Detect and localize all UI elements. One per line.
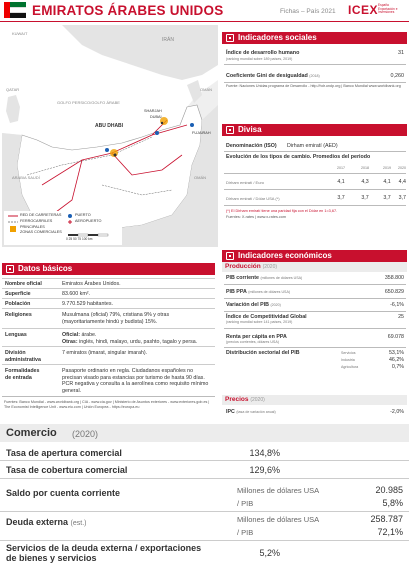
gdp-value: 358.800 <box>384 275 404 281</box>
basic-row-value: Pasaporte ordinario en regla. Ciudadanos españoles no precisan visado para estancias por turismo de hasta 90 días. PCR negativa y consulta a la aerolínea como requisito mínimo general. <box>62 368 209 394</box>
language-other-label: Otras: <box>62 338 78 345</box>
basic-row <box>2 278 215 288</box>
fx-value: 3,7 <box>337 195 345 201</box>
document-meta: Fichas – País 2021 <box>280 8 336 15</box>
current-account-unit-1: Millones de dólares USA <box>237 486 320 495</box>
gdp-var-label: Variación del PIB <box>226 302 269 308</box>
language-other: inglés, hindi, malayo, urdu, pashto, tagalo y persa. <box>77 338 198 345</box>
fx-year: 2020 <box>398 166 406 170</box>
basic-row-value <box>62 332 212 345</box>
gdp-ppp-label: PIB PPA <box>226 289 247 295</box>
language-official: árabe. <box>79 332 97 338</box>
social-source: Fuente: Naciones Unidas programa de Desarrollo - http://hdr.undp.org | Banco Mundial www.worldbank.org <box>226 84 401 88</box>
income-sub: (precios corrientes, dólares USA) <box>226 340 279 344</box>
fx-evolution-title: Evolución de los tipos de cambio. Promedios del periodo <box>226 154 371 160</box>
basic-row-value: Musulmana (oficial) 79%, cristiana 9% y otras (mayoritariamente hindú y budista) 15%. <box>62 312 170 325</box>
openness-label: Tasa de apertura comercial <box>6 448 122 458</box>
page-title: EMIRATOS ÁRABES UNIDOS <box>32 3 224 18</box>
fx-year: 2017 <box>337 166 345 170</box>
gdp-label: PIB corriente <box>226 275 259 281</box>
gini-value: 0,260 <box>390 73 404 79</box>
debt-service-value: 5,2% <box>259 548 280 558</box>
legend-rail: FERROCARRILES <box>20 219 53 223</box>
econ-header <box>222 250 407 262</box>
social-title: Indicadores sociales <box>238 33 317 42</box>
fx-row-label: Dirham emiratí / Dólar USA (*) <box>226 196 280 201</box>
basic-row-value: Emiratos Árabes Unidos. <box>62 281 121 287</box>
fx-row-label: Dirham emiratí / Euro <box>226 180 265 185</box>
legend-zones-2: ZONAS COMERCIALES <box>20 230 62 234</box>
idh-label: Índice de desarrollo humano <box>226 50 300 56</box>
chart-icon <box>226 252 234 260</box>
basic-row-label: Población <box>5 301 31 307</box>
gini-row <box>226 73 320 79</box>
gdp-row <box>226 275 302 281</box>
fx-value: 4,3 <box>361 179 369 185</box>
logo-mark: ICEX <box>348 3 379 17</box>
icex-logo <box>348 3 406 20</box>
production-subheader <box>222 262 407 272</box>
denom-value: Dirham emiratí (AED) <box>287 143 338 149</box>
basic-row <box>2 308 215 328</box>
external-debt-value: 258.787 <box>370 514 403 524</box>
gdp-sub: (millones de dólares USA) <box>260 276 303 280</box>
idh-sub: (ranking mundial sobre 189 países, 2019) <box>226 57 293 61</box>
gdp-var-value: -6,1% <box>390 302 404 308</box>
country-map <box>2 25 218 247</box>
basic-row-label: Religiones <box>5 312 32 318</box>
map-label-gulf: GOLFO PERSICO/GOLFO ÁRABE <box>57 100 120 105</box>
basic-row <box>2 364 215 396</box>
basic-header <box>2 263 215 275</box>
coverage-label: Tasa de cobertura comercial <box>6 465 128 475</box>
sector-dist-label: Distribución sectorial del PIB <box>226 350 300 356</box>
basic-row <box>2 298 215 308</box>
logo-subtitle: España Exportación e Inversiones <box>378 3 398 15</box>
sector-value: 46,2% <box>388 357 404 363</box>
openness-value: 134,8% <box>249 448 280 458</box>
debt-service-label-2: de bienes y servicios <box>6 553 97 563</box>
fx-value: 4,4 <box>398 179 406 185</box>
fx-value: 3,7 <box>383 195 391 201</box>
production-title: Producción <box>225 263 261 270</box>
currency-title: Divisa <box>238 125 262 134</box>
cpi-sub: (tasa de variación anual) <box>236 410 276 414</box>
income-value: 69.078 <box>387 334 404 340</box>
fx-value: 4,1 <box>383 179 391 185</box>
gdp-var-sub: (2020) <box>270 303 281 307</box>
sector-name: Servicios <box>341 351 356 355</box>
map-label-fujairah: FUJAIRAH <box>192 131 211 135</box>
basic-row-value: 9.770.529 habitantes. <box>62 301 113 307</box>
legend-port: PUERTO <box>75 213 91 217</box>
map-label-kuwait: KUWAIT <box>12 31 28 36</box>
basic-row-label: Lenguas <box>5 332 27 338</box>
basic-row-value: 7 emiratos (imarat, singular imarah). <box>62 350 148 356</box>
cpi-row <box>226 409 276 415</box>
social-section <box>222 32 407 44</box>
competitiveness-sub: (ranking mundial sobre 141 países, 2019) <box>226 320 293 324</box>
legend-zones-1: PRINCIPALES <box>20 225 45 229</box>
map-label-abudhabi: ABU DHABI <box>95 123 124 129</box>
people-icon <box>226 34 234 42</box>
production-year: (2020) <box>262 264 278 270</box>
basic-row-label: Formalidades de entrada <box>5 368 40 381</box>
info-icon <box>6 265 14 273</box>
gdp-ppp-value: 650.829 <box>384 289 404 295</box>
denom-label: Denominación (ISO) <box>226 143 277 149</box>
basic-source: Fuentes: Banco Mundial - www.worldbank.org | CIA - www.cia.gov | Ministerio de Asuntos exteriores - www.exteriores.gob.es | The Economist Intelligence Unit - www.eiu.com | Unión Europea - https://europa.eu <box>4 400 210 409</box>
external-debt-unit-2: / PIB <box>237 528 254 537</box>
sector-value: 0,7% <box>391 364 404 370</box>
gdp-ppp-sub: (millones de dólares USA) <box>248 290 291 294</box>
fx-value: 3,7 <box>398 195 406 201</box>
prices-title: Precios <box>225 396 249 403</box>
map-label-saudi: ARABIA SAUDÍ <box>12 175 40 180</box>
external-debt-label: Deuda externa <box>6 517 69 527</box>
econ-section <box>222 250 407 262</box>
gini-label: Coeficiente Gini de desigualdad <box>226 73 308 79</box>
income-label: Renta per cápita en PPA <box>226 334 287 340</box>
econ-title: Indicadores económicos <box>238 251 332 260</box>
competitiveness-label: Índice de Competitividad Global <box>226 314 307 320</box>
basic-row-label: Superficie <box>5 291 31 297</box>
cpi-label: IPC <box>226 409 235 415</box>
external-debt-row <box>6 517 87 527</box>
competitiveness-value: 25 <box>398 314 404 320</box>
fx-value: 4,1 <box>337 179 345 185</box>
currency-section <box>222 124 407 136</box>
map-label-oman-north: OMÁN <box>200 87 212 92</box>
commerce-header <box>0 424 409 442</box>
gdp-ppp-row <box>226 289 290 295</box>
prices-subheader <box>222 395 407 405</box>
gini-year: (2018) <box>309 74 320 78</box>
debt-service-label-1: Servicios de la deuda externa / exportaciones <box>6 543 202 553</box>
map-label-iran: IRÁN <box>162 37 174 43</box>
uae-flag-icon <box>4 2 26 18</box>
basic-title: Datos básicos <box>18 264 73 273</box>
fx-value: 3,7 <box>361 195 369 201</box>
current-account-unit-2: / PIB <box>237 499 254 508</box>
legend-roads: RED DE CARRETERAS <box>20 213 62 217</box>
basic-row-label: Nombre oficial <box>5 281 42 287</box>
current-account-label: Saldo por cuenta corriente <box>6 488 121 498</box>
money-icon <box>226 126 234 134</box>
map-label-dubai: DUBAI <box>150 115 162 119</box>
current-account-value: 20.985 <box>375 485 403 495</box>
basic-row <box>2 346 215 364</box>
language-official-label: Oficial: <box>62 332 80 338</box>
map-label-sharjah: SHARJAH <box>144 109 162 113</box>
fx-table <box>224 166 406 210</box>
social-header <box>222 32 407 44</box>
external-debt-pct: 72,1% <box>377 527 403 537</box>
sector-value: 53,1% <box>388 350 404 356</box>
prices-year: (2020) <box>250 397 265 403</box>
coverage-value: 129,6% <box>249 465 280 475</box>
map-label-oman-south: OMÁN <box>194 175 206 180</box>
external-debt-est: (est.) <box>70 520 87 527</box>
sector-name: Agricultura <box>341 365 359 369</box>
basic-section <box>2 263 215 275</box>
fx-source: Fuentes: X-rates | www.x-rates.com <box>226 215 287 219</box>
fx-year: 2019 <box>383 166 391 170</box>
basic-row-label: División administrativa <box>5 350 41 363</box>
commerce-year: (2020) <box>72 429 99 439</box>
map-label-qatar: QATAR <box>6 87 20 92</box>
page-header <box>0 0 409 22</box>
current-account-pct: 5,8% <box>382 498 403 508</box>
cpi-value: -2,0% <box>390 409 404 415</box>
fx-year: 2018 <box>361 166 369 170</box>
basic-row <box>2 328 215 346</box>
gdp-var-row <box>226 302 281 308</box>
commerce-title: Comercio <box>6 427 57 439</box>
legend-scale: 0 25 50 75 100 km <box>66 237 93 241</box>
idh-value: 31 <box>398 50 404 56</box>
legend-airport: AEROPUERTO <box>75 219 102 223</box>
sector-name: Industria <box>341 358 355 362</box>
basic-row-value: 83.600 km². <box>62 291 90 297</box>
basic-row <box>2 288 215 298</box>
external-debt-unit-1: Millones de dólares USA <box>237 515 320 524</box>
currency-header <box>222 124 407 136</box>
fx-note: (*) El Dirham emiratí tiene una paridad fija con el Dólar en 1=3,67. <box>226 209 338 213</box>
